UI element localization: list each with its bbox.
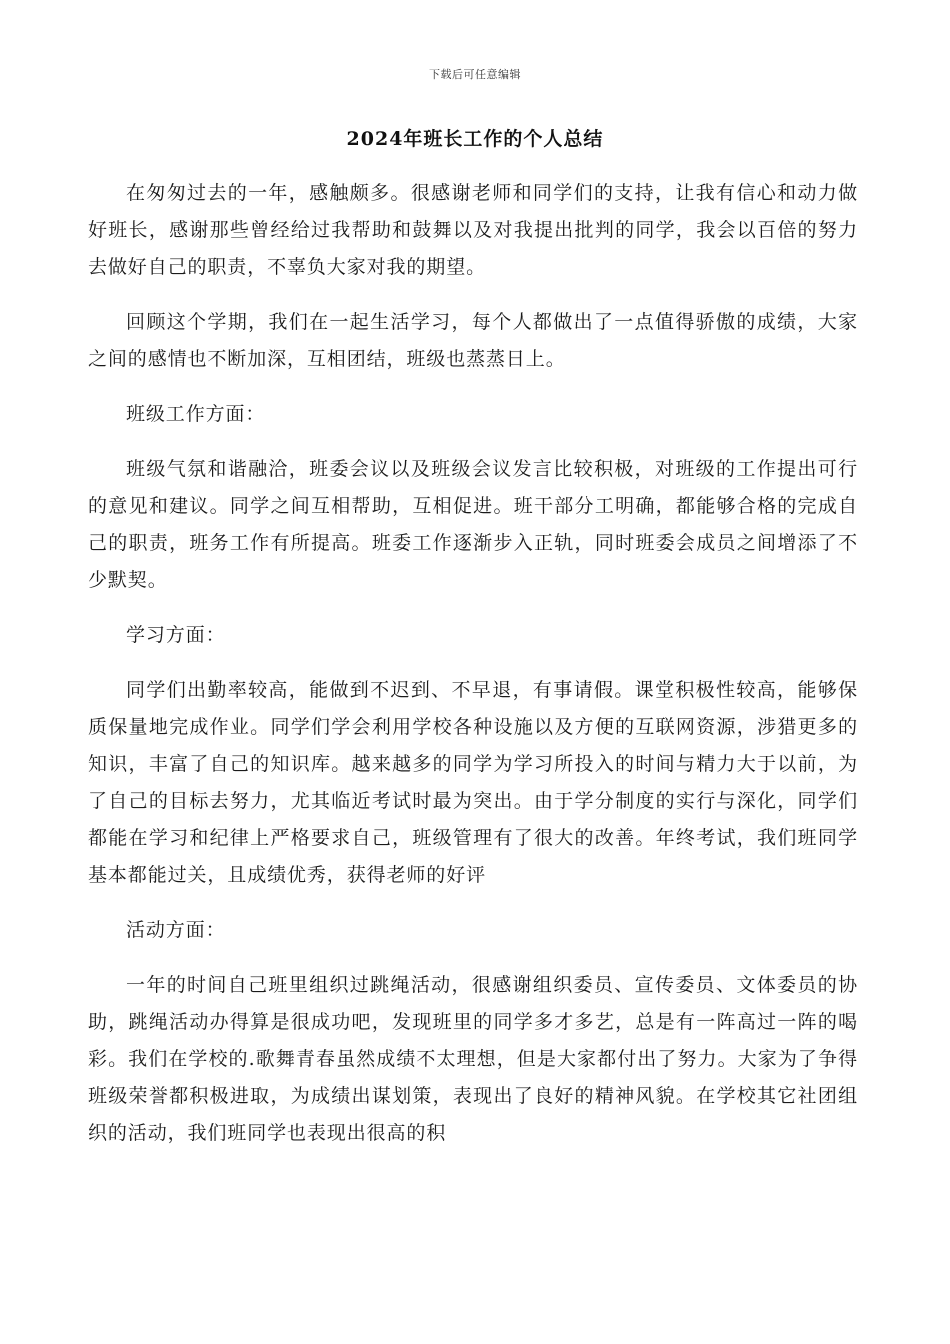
section-heading-study: 学习方面： — [126, 624, 226, 646]
section-heading-activities: 活动方面： — [126, 919, 226, 941]
paragraph-review: 回顾这个学期，我们在一起生活学习，每个人都做出了一点值得骄傲的成绩，大家之间的感情也不断加深，互相团结，班级也蒸蒸日上。 — [88, 311, 858, 370]
paragraph-study: 同学们出勤率较高，能做到不迟到、不早退，有事请假。课堂积极性较高，能够保质保量地完成作业。同学们学会利用学校各种设施以及方便的互联网资源，涉猎更多的知识，丰富了自己的知识库。越来越多的同学为学习所投入的时间与精力大于以前，为了自己的目标去努力，尤其临近考试时最为突出。由于学分制度的实行与深化，同学们都能在学习和纪律上严格要求自己，班级管理有了很大的改善。年终考试，我们班同学基本都能过关，且成绩优秀，获得老师的好评 — [88, 679, 858, 886]
header-note: 下载后可任意编辑 — [429, 68, 521, 81]
section-heading-class-work: 班级工作方面： — [126, 403, 266, 425]
paragraph-class-work: 班级气氛和谐融洽，班委会议以及班级会议发言比较积极，对班级的工作提出可行的意见和建议。同学之间互相帮助，互相促进。班干部分工明确，都能够合格的完成自己的职责，班务工作有所提高。班委工作逐渐步入正轨，同时班委会成员之间增添了不少默契。 — [88, 458, 858, 591]
paragraph-activities: 一年的时间自己班里组织过跳绳活动，很感谢组织委员、宣传委员、文体委员的协助，跳绳活动办得算是很成功吧，发现班里的同学多才多艺，总是有一阵高过一阵的喝彩。我们在学校的.歌舞青春虽然成绩不太理想，但是大家都付出了努力。大家为了争得班级荣誉都积极进取，为成绩出谋划策，表现出了良好的精神风貌。在学校其它社团组织的活动，我们班同学也表现出很高的积 — [88, 974, 858, 1144]
paragraph-intro: 在匆匆过去的一年，感触颇多。很感谢老师和同学们的支持，让我有信心和动力做好班长，感谢那些曾经给过我帮助和鼓舞以及对我提出批判的同学，我会以百倍的努力去做好自己的职责，不辜负大家对我的期望。 — [88, 182, 858, 278]
document-body — [88, 175, 858, 1170]
document-title: 2024年班长工作的个人总结 — [346, 128, 604, 150]
